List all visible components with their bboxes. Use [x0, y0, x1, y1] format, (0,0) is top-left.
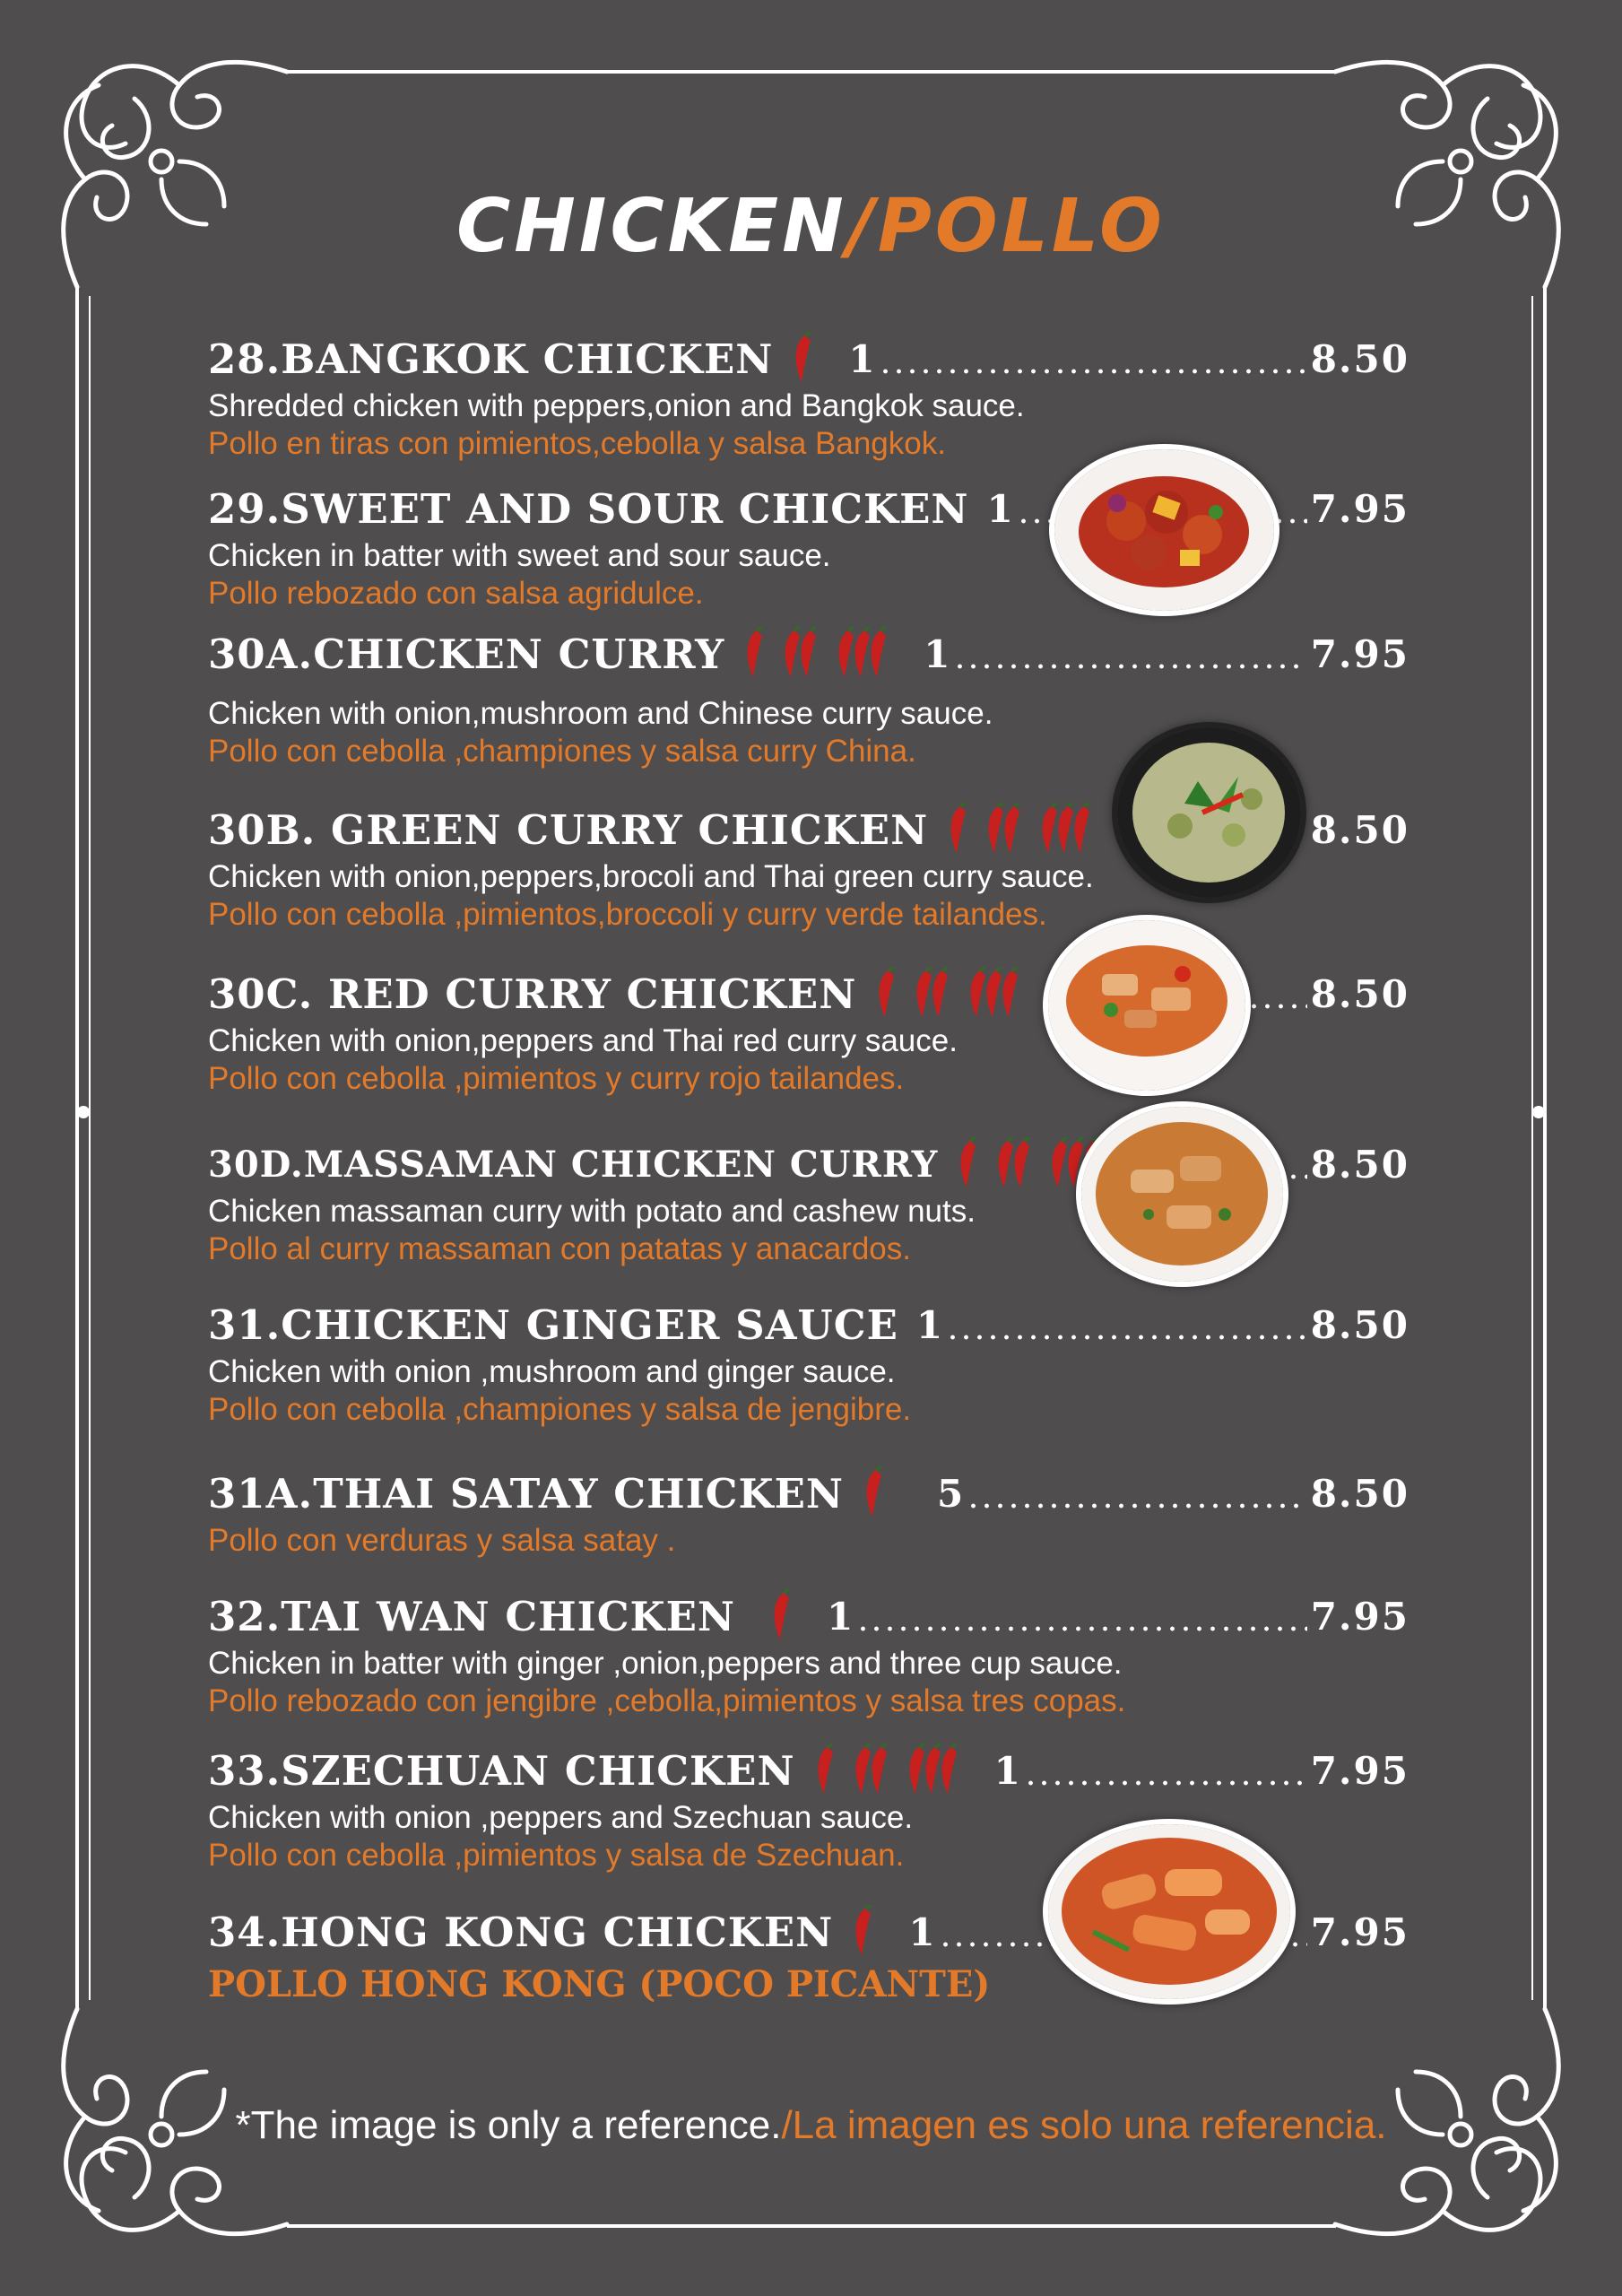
item-description-es: Pollo rebozado con salsa agridulce.: [208, 576, 704, 611]
menu-item: [208, 330, 1409, 463]
spice-level-icon: [771, 1589, 809, 1643]
allergen-code: 1: [986, 486, 1013, 531]
item-description-es: Pollo con cebolla ,championes y salsa de jengibre.: [208, 1392, 912, 1427]
item-description-es: POLLO HONG KONG (POCO PICANTE): [208, 1963, 991, 2005]
item-description-es: Pollo con cebolla ,championes y salsa curry China.: [208, 734, 916, 769]
title-spanish: POLLO: [877, 184, 1166, 269]
spice-level-icon: [876, 967, 1037, 1021]
footer-note-en: *The image is only a reference.: [235, 2103, 782, 2147]
item-price: 8.50: [1310, 807, 1409, 852]
allergen-code: 1: [993, 1748, 1020, 1793]
allergen-code: 1: [915, 1302, 943, 1347]
chili-pepper-icon: [744, 627, 906, 681]
spice-level-icon: [863, 1466, 901, 1520]
item-description-en: Chicken with onion,mushroom and Chinese curry sauce.: [208, 696, 993, 731]
item-name: 30B. GREEN CURRY CHICKEN: [208, 805, 929, 854]
page-title: [0, 184, 1622, 269]
item-description-es: Pollo en tiras con pimientos,cebolla y salsa Bangkok.: [208, 426, 946, 461]
item-description-es: Pollo rebozado con jengibre ,cebolla,pimientos y salsa tres copas.: [208, 1683, 1126, 1718]
item-description-en: Chicken with onion,peppers and Thai red curry sauce.: [208, 1023, 958, 1058]
item-name: 32.TAI WAN CHICKEN: [208, 1592, 736, 1640]
allergen-code: 5: [937, 1471, 964, 1516]
item-price: 8.50: [1310, 1142, 1409, 1187]
item-description-es: Pollo con cebolla ,pimientos y curry rojo tailandes.: [208, 1061, 905, 1096]
item-name: 31A.THAI SATAY CHICKEN: [208, 1469, 845, 1518]
item-name: 33.SZECHUAN CHICKEN: [208, 1746, 795, 1795]
item-name: 30C. RED CURRY CHICKEN: [208, 970, 857, 1018]
leader-dots: [856, 1587, 1306, 1645]
chili-pepper-icon: [771, 1589, 809, 1643]
item-price: 7.95: [1310, 1748, 1409, 1793]
spice-level-icon: [744, 627, 906, 681]
spice-level-icon: [853, 1905, 890, 1959]
item-description-es: Pollo con cebolla ,pimientos,broccoli y curry verde tailandes.: [208, 897, 1047, 932]
chili-pepper-icon: [863, 1466, 901, 1520]
chili-pepper-icon: [876, 967, 1037, 1021]
item-name: 30D.MASSAMAN CHICKEN CURRY: [208, 1143, 939, 1186]
chili-pepper-icon: [815, 1744, 976, 1797]
leader-dots: [967, 1465, 1306, 1522]
title-english: CHICKEN: [456, 184, 847, 269]
menu-item: [208, 1587, 1409, 1720]
spice-level-icon: [815, 1744, 976, 1797]
item-description-en: Chicken in batter with sweet and sour sauce.: [208, 538, 831, 573]
item-price: 8.50: [1310, 971, 1409, 1016]
item-name: 34.HONG KONG CHICKEN: [208, 1908, 834, 1956]
item-price: 8.50: [1310, 1471, 1409, 1516]
item-name: 29.SWEET AND SOUR CHICKEN: [208, 484, 969, 533]
item-description-es: Pollo con verduras y salsa satay .: [208, 1523, 676, 1558]
item-description-en: Chicken with onion ,mushroom and ginger sauce.: [208, 1354, 896, 1389]
allergen-code: 1: [908, 1909, 935, 1954]
green-curry-photo: [1112, 722, 1306, 903]
leader-dots: [1024, 1742, 1307, 1799]
item-description-en: Chicken with onion,peppers,brocoli and Thai green curry sauce.: [208, 859, 1094, 894]
leader-dots: [879, 330, 1307, 387]
item-description-en: Chicken with onion ,peppers and Szechuan sauce.: [208, 1800, 914, 1835]
item-description-en: Chicken massaman curry with potato and cashew nuts.: [208, 1194, 976, 1229]
sweet-sour-chicken-photo: [1049, 444, 1279, 616]
item-price: 8.50: [1310, 336, 1409, 381]
allergen-code: 1: [848, 336, 875, 381]
item-description-en: Shredded chicken with peppers,onion and Bangkok sauce.: [208, 388, 1025, 423]
spice-level-icon: [793, 332, 830, 386]
item-price: 7.95: [1310, 1594, 1409, 1639]
hong-kong-chicken-photo: [1043, 1819, 1296, 2005]
item-name: 30A.CHICKEN CURRY: [208, 630, 725, 678]
item-description-en: Chicken in batter with ginger ,onion,peppers and three cup sauce.: [208, 1646, 1123, 1681]
item-name: 28.BANGKOK CHICKEN: [208, 335, 774, 383]
item-price: 7.95: [1310, 631, 1409, 676]
chili-pepper-icon: [948, 803, 1109, 857]
chili-pepper-icon: [793, 332, 830, 386]
chili-pepper-icon: [853, 1905, 890, 1959]
red-curry-photo: [1043, 915, 1251, 1096]
leader-dots: [953, 625, 1306, 683]
item-price: 8.50: [1310, 1302, 1409, 1347]
footer-note-es: /La imagen es solo una referencia.: [781, 2103, 1387, 2147]
leader-dots: [946, 1296, 1307, 1353]
allergen-code: 1: [827, 1594, 854, 1639]
title-separator: /: [846, 184, 878, 269]
spice-level-icon: [948, 803, 1109, 857]
item-price: 7.95: [1310, 486, 1409, 531]
menu-item: [208, 1296, 1409, 1429]
menu-item: [208, 1465, 1409, 1560]
footer-note: [0, 2103, 1622, 2148]
allergen-code: 1: [924, 631, 950, 676]
item-price: 7.95: [1310, 1909, 1409, 1954]
massaman-curry-photo: [1076, 1101, 1288, 1287]
item-name: 31.CHICKEN GINGER SAUCE: [208, 1300, 898, 1349]
item-description-es: Pollo con cebolla ,pimientos y salsa de Szechuan.: [208, 1838, 905, 1873]
item-description-es: Pollo al curry massaman con patatas y anacardos.: [208, 1231, 911, 1266]
